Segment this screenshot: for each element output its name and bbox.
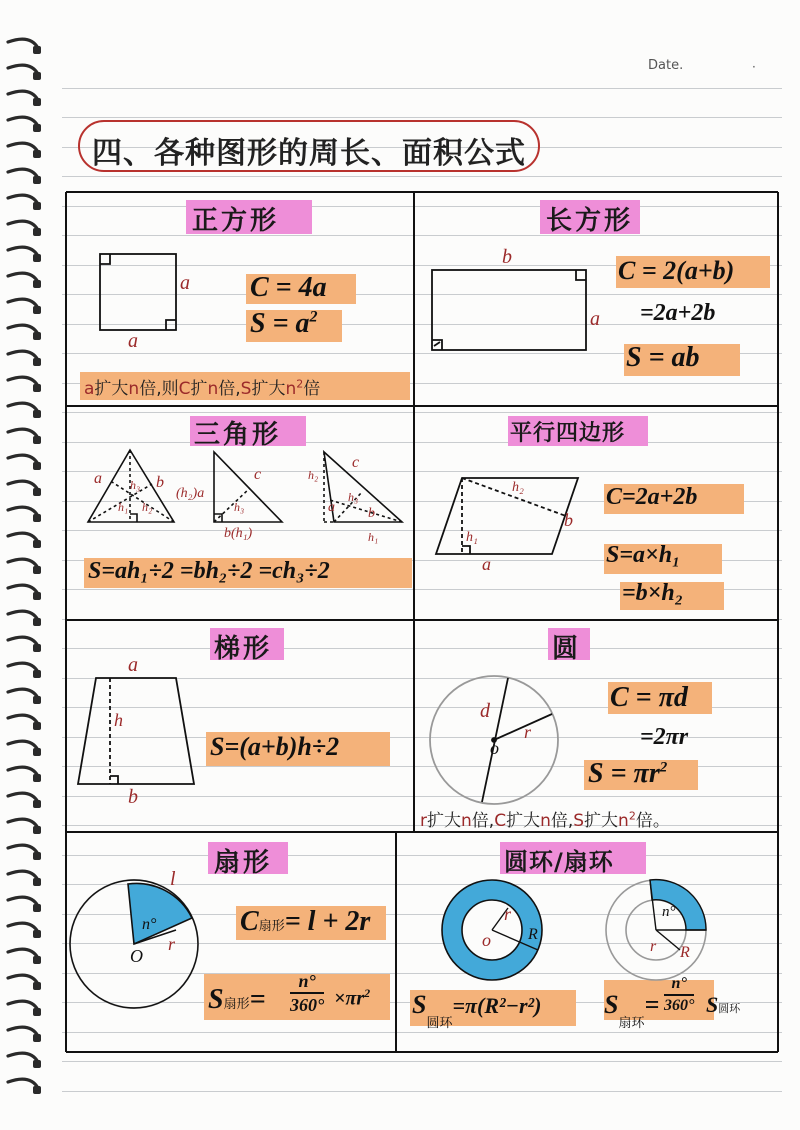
tri2-label-bh1: b(h₁) [224, 526, 253, 541]
tri-label-b: b [156, 474, 164, 491]
square-side-label: a [180, 272, 190, 294]
square-formula-s-exp: 2 [309, 308, 318, 326]
sector-ring-label-r: r [650, 938, 657, 955]
trapezoid-formula: S=(a+b)h÷2 [210, 732, 340, 761]
tri-label-h2: h₂ [142, 500, 153, 514]
circle-note-c: C [494, 811, 507, 831]
annulus-figure [442, 880, 542, 980]
trap-label-a: a [128, 654, 138, 676]
square-note [84, 374, 320, 399]
triangle-heading: 三角形 [194, 420, 282, 450]
annulus-formula-ring-main: S [412, 990, 427, 1019]
circle-note-part2: 倍, [471, 811, 495, 831]
tri3-label-h2: h₂ [308, 468, 319, 482]
sector-ring-label-R: R [680, 944, 690, 961]
tri-label-h3: h₃ [130, 478, 141, 492]
trap-label-b: b [128, 786, 138, 808]
triangle-formula: S=ah₁÷2 =bh₂÷2 =ch₃÷2 [88, 558, 330, 584]
square-figure [100, 254, 176, 330]
parallelogram-figure [436, 478, 578, 554]
page-title: 四、各种图形的周长、面积公式 [92, 136, 526, 171]
parallelogram-heading: 平行四边形 [510, 421, 626, 446]
square-note-n2: n [207, 379, 219, 399]
trapezoid-figure [78, 678, 194, 784]
circle-note-part5: 扩大 [584, 811, 619, 831]
annulus-formula-sector-tail-sub: 圆环 [718, 1002, 741, 1015]
circle-note [420, 806, 670, 831]
sector-formula-c [240, 906, 370, 938]
circle-note-n3: n [618, 811, 629, 831]
square-note-c: C [178, 379, 191, 399]
para-formula-c: C=2a+2b [606, 484, 698, 510]
sector-formula-s-frac [290, 972, 324, 1014]
sector-heading: 扇形 [214, 848, 273, 878]
sector-label-l: l [170, 868, 176, 890]
sector-formula-s-num: n° [290, 972, 324, 994]
annulus-heading: 圆环/扇环 [504, 848, 614, 876]
circle-label-d: d [480, 700, 490, 722]
tri2-label-h3: h₃ [234, 500, 245, 514]
annulus-formula-ring [412, 990, 542, 1031]
date-label: Date. [648, 58, 684, 73]
tri3-label-h1: h₁ [368, 530, 379, 544]
tri2-label-c: c [254, 466, 262, 483]
sector-formula-s-letter: S [208, 984, 224, 1015]
rectangle-formula-s: S = ab [626, 342, 700, 373]
square-note-part1: 扩大 [94, 379, 129, 399]
circle-note-part4: 倍, [550, 811, 574, 831]
annulus-label-r: r [504, 904, 512, 924]
rectangle-formula-c2: =2a+2b [640, 300, 716, 326]
square-heading: 正方形 [192, 206, 280, 236]
annulus-formula-sector [604, 990, 660, 1031]
sector-label-r: r [168, 934, 176, 954]
square-formula-s [250, 308, 318, 340]
square-formula-s-base: S = a [250, 308, 310, 339]
circle-note-r: r [420, 811, 427, 831]
square-note-a: a [84, 379, 95, 399]
sector-formula-c-sub: 扇形 [258, 919, 285, 934]
para-label-h2: h₂ [512, 480, 524, 495]
square-note-n1: n [128, 379, 140, 399]
tri-label-h1: h₁ [118, 500, 129, 514]
para-label-b: b [564, 510, 573, 530]
annulus-formula-sector-main: S [604, 990, 619, 1019]
rectangle-formula-c1: C = 2(a+b) [618, 256, 735, 285]
circle-formula-s-base: S = πr [588, 758, 660, 789]
circle-note-s: S [573, 811, 585, 831]
square-bottom-label: a [128, 330, 138, 352]
circle-note-part6: 倍。 [635, 811, 670, 831]
annulus-formula-ring-sub: 圆环 [426, 1016, 453, 1031]
annulus-formula-sector-num: n° [664, 976, 694, 996]
annulus-formula-sector-eq: = [644, 990, 660, 1019]
rectangle-side-label: a [590, 308, 600, 330]
sector-formula-s-sub: 扇形 [223, 997, 250, 1012]
sector-figure [70, 880, 198, 1008]
sector-formula-s-den: 360° [290, 995, 325, 1015]
circle-heading: 圆 [552, 634, 579, 664]
para-formula-s1: S=a×h₁ [606, 542, 681, 568]
sector-formula-s-eq: = [249, 984, 266, 1015]
sector-formula-s-exp: 2 [364, 986, 371, 1000]
tri3-label-b: b [368, 506, 375, 521]
circle-formula-s [588, 758, 667, 790]
circle-note-part1: 扩大 [427, 811, 461, 831]
square-note-part4: 倍, [218, 379, 241, 399]
circle-formula-c2: =2πr [640, 724, 689, 750]
trap-label-h: h [114, 710, 123, 730]
sector-formula-s-tail [334, 986, 370, 1011]
square-note-s: S [240, 379, 252, 399]
annulus-formula-sector-frac [664, 976, 694, 1014]
tri3-label-c: c [352, 454, 360, 471]
circle-note-sq: 2 [628, 809, 636, 823]
para-label-h1: h₁ [466, 530, 478, 545]
annulus-formula-sector-tail [706, 992, 740, 1018]
date-dot: · [752, 60, 756, 74]
circle-formula-s-exp: 2 [659, 759, 668, 776]
tri3-label-h3: h₃ [348, 490, 359, 504]
sector-formula-c-main: C [240, 906, 259, 937]
square-formula-c: C = 4a [250, 272, 327, 303]
tri3-label-a: a [328, 500, 335, 515]
annulus-formula-sector-sub: 扇环 [618, 1016, 645, 1031]
sector-formula-s-main [208, 984, 266, 1016]
circle-label-o: o [490, 738, 499, 758]
tri2-label-h2a: (h₂)a [176, 486, 205, 501]
square-note-part5: 扩大 [251, 379, 286, 399]
rectangle-top-label: b [502, 246, 512, 268]
annulus-formula-sector-tail-main: S [706, 992, 719, 1017]
square-note-sq: 2 [296, 377, 304, 391]
square-note-part2: 倍,则 [139, 379, 179, 399]
square-note-part6: 倍 [303, 379, 321, 399]
rectangle-figure [432, 270, 586, 350]
circle-note-part3: 扩大 [506, 811, 541, 831]
annulus-label-o: o [482, 930, 491, 950]
circle-formula-c1: C = πd [610, 682, 688, 713]
circle-note-n2: n [540, 811, 551, 831]
annulus-formula-sector-den: 360° [664, 997, 695, 1014]
sector-formula-c-rest: = l + 2r [284, 906, 371, 937]
square-note-n3: n [285, 379, 297, 399]
para-formula-s2: =b×h₂ [622, 580, 684, 606]
sector-formula-s-tail-text: ×πr [334, 987, 365, 1010]
trapezoid-heading: 梯形 [214, 634, 273, 664]
para-label-a: a [482, 554, 491, 574]
rectangle-heading: 长方形 [546, 206, 634, 236]
annulus-label-R: R [528, 926, 538, 943]
tri-label-a: a [94, 470, 102, 487]
circle-label-r: r [524, 722, 532, 742]
annulus-formula-ring-rest: =π(R²−r²) [452, 993, 542, 1018]
sector-ring-label-n: n° [662, 904, 676, 920]
circle-note-n1: n [461, 811, 472, 831]
sector-label-n: n° [142, 916, 157, 933]
square-note-part3: 扩 [190, 379, 208, 399]
sector-label-o: O [130, 946, 143, 966]
sector-ring-figure [606, 880, 706, 980]
